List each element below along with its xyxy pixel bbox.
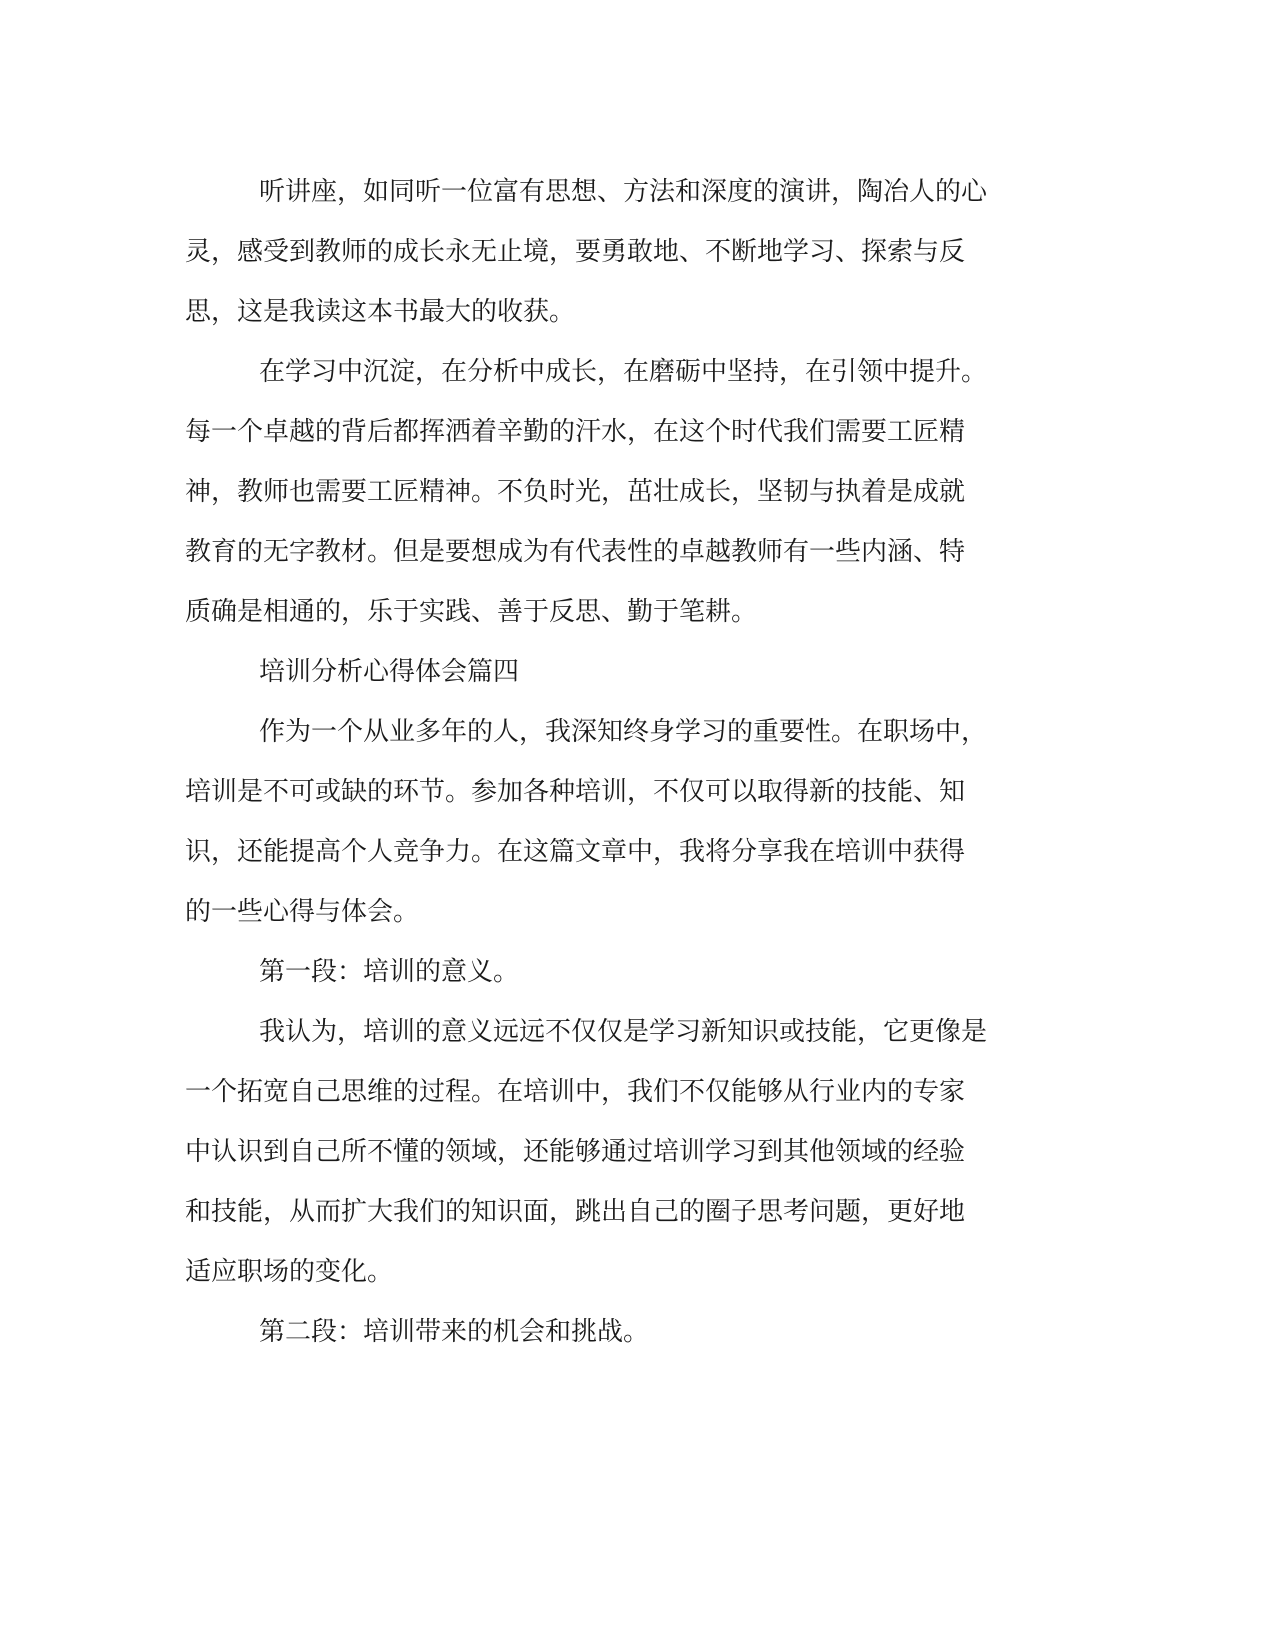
text-line: 每一个卓越的背后都挥洒着辛勤的汗水，在这个时代我们需要工匠精 <box>185 417 966 447</box>
document-body <box>185 162 1085 1362</box>
text-line: 的一些心得与体会。 <box>185 897 420 927</box>
text-line: 质确是相通的，乐于实践、善于反思、勤于笔耕。 <box>185 597 758 627</box>
text-line: 培训分析心得体会篇四 <box>259 657 520 687</box>
text-line: 作为一个从业多年的人，我深知终身学习的重要性。在职场中， <box>259 717 988 747</box>
text-line: 思，这是我读这本书最大的收获。 <box>185 297 576 327</box>
text-line: 我认为，培训的意义远远不仅仅是学习新知识或技能，它更像是 <box>259 1017 988 1047</box>
text-line: 教育的无字教材。但是要想成为有代表性的卓越教师有一些内涵、特 <box>185 537 966 567</box>
text-line: 识，还能提高个人竞争力。在这篇文章中，我将分享我在培训中获得 <box>185 837 966 867</box>
text-line: 培训是不可或缺的环节。参加各种培训，不仅可以取得新的技能、知 <box>185 777 966 807</box>
text-line: 第二段：培训带来的机会和挑战。 <box>259 1317 650 1347</box>
text-line: 一个拓宽自己思维的过程。在培训中，我们不仅能够从行业内的专家 <box>185 1077 966 1107</box>
text-line: 神，教师也需要工匠精神。不负时光，茁壮成长，坚韧与执着是成就 <box>185 477 966 507</box>
text-line: 灵，感受到教师的成长永无止境，要勇敢地、不断地学习、探索与反 <box>185 237 966 267</box>
text-line: 中认识到自己所不懂的领域，还能够通过培训学习到其他领域的经验 <box>185 1137 966 1167</box>
text-line: 适应职场的变化。 <box>185 1257 394 1287</box>
text-line: 和技能，从而扩大我们的知识面，跳出自己的圈子思考问题，更好地 <box>185 1197 966 1227</box>
text-line: 第一段：培训的意义。 <box>259 957 520 987</box>
text-line: 听讲座，如同听一位富有思想、方法和深度的演讲，陶冶人的心 <box>259 177 988 207</box>
text-line: 在学习中沉淀，在分析中成长，在磨砺中坚持，在引领中提升。 <box>259 357 988 387</box>
